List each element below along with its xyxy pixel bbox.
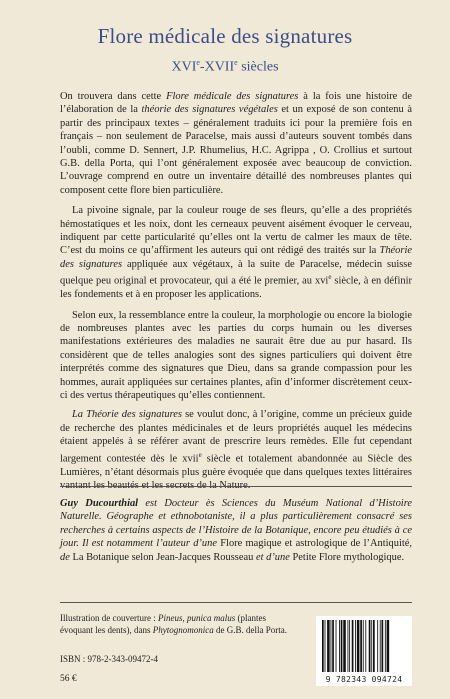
barcode-bar xyxy=(365,620,366,672)
barcode-bar xyxy=(343,620,346,672)
barcode-bar xyxy=(360,620,362,672)
author-bio: Guy Ducourthial est Docteur ès Sciences du Muséum National d’Histoire Naturelle. Géographe et ethnobotaniste, il a plus particulièrement consacré ses recherches à certains aspects de l’Histoire de la Botanique, encore peu étudiés à ce jour. Il est notamment l’auteur d’une Flore magique et astrologique de l’Antiquité, de La Botanique selon Jean-Jacques Rousseau et d’une Petite Flore mythologique. xyxy=(60,498,412,563)
barcode-bar xyxy=(331,620,332,672)
barcode-bar xyxy=(332,620,334,672)
divider-bottom xyxy=(60,602,412,603)
book-title: Flore médicale des signatures xyxy=(97,24,353,48)
isbn-text: ISBN : 978-2-343-09472-4 xyxy=(60,654,158,664)
blurb-paragraph-2: La pivoine signale, par la couleur rouge de ses fleurs, qu’elle a des propriétés hémostatiques et les noix, dont les cerneaux peuvent aisément évoquer le cerveau, indiquent par cette particularité qu’elles ont la vertu de calmer les maux de tête. C’est du moins ce qu’affirment les auteurs qui ont rédigé des traités sur la Théorie des signatures appliquée aux végétaux, à la suite de Paracelse, médecin suisse quelque peu original et provocateur, qui a été le premier, au xvi$^e$ siècle, à en définir les fondements et à en proposer les applications. xyxy=(60,205,412,301)
barcode-bar xyxy=(387,620,390,672)
barcode-bar xyxy=(357,620,360,672)
barcode-bar xyxy=(348,620,349,672)
barcode-bar xyxy=(371,620,372,672)
blurb-paragraph-3: Selon eux, la ressemblance entre la couleur, la morphologie ou encore la biologie de nombreuses plantes avec les parties du corps humain ou les diverses manifestations extérieures des maladies ne saurait être due au pur hasard. Ils considèrent que de telles analogies sont des signes particuliers qui doivent être interprétés comme des signatures que Dieu, dans sa grande compassion pour les hommes, aurait appliquées sur certaines plantes, afin d’informer discrètement ceux-ci des vertus thérapeutiques qu’elles contiennent. xyxy=(60,309,412,402)
barcode-bar xyxy=(380,620,381,672)
barcode-bar xyxy=(336,620,337,672)
barcode-bar xyxy=(373,620,375,672)
barcode-bars xyxy=(322,620,406,672)
blurb-body xyxy=(60,90,412,499)
barcode-bar xyxy=(322,620,324,672)
barcode-bar xyxy=(363,620,364,672)
barcode-bar xyxy=(382,620,384,672)
blurb-paragraph-1: On trouvera dans cette Flore médicale des signatures à la fois une histoire de l’élaboration de la théorie des signatures végétales et un exposé de son contenu à partir des principaux textes – généralement traduits ici pour la première fois en français – non seulement de Paracelse, mais aussi d’auteurs souvent tombés dans l’oubli, comme D. Sennert, J.P. Rhumelius, H.C. Agrippa , O. Crollius et surtout G.B. della Porta, qui l’ont généralement exposée avec beaucoup de conviction. L’ouvrage comprend en outre un inventaire détaillé des nombreuses plantes qui composent cette flore bien particulière. xyxy=(60,91,412,196)
price-text: 56 € xyxy=(60,674,77,684)
barcode-bar xyxy=(341,620,343,672)
barcode-bar xyxy=(352,620,354,672)
blurb-paragraph-4: La Théorie des signatures se voulut donc, à l’origine, comme un précieux guide de recherche des plantes médicinales et de leurs propriétés auquel les médecins étaient appelés à se référer avant de prescrire leurs remèdes. Elle fut cependant largement contestée dès le xvii$^e$ siècle et totalement abandonnée au Siècle des Lumières, n’étant désormais plus guère évoquée que dans quelques textes littéraires vantant les beautés et les secrets de la Nature. xyxy=(60,409,412,491)
barcode-digits: 9 782343 094724 xyxy=(325,675,403,684)
barcode-bar xyxy=(339,620,340,672)
barcode-bar xyxy=(349,620,350,672)
divider-top xyxy=(60,486,412,487)
barcode-bar xyxy=(385,620,386,672)
barcode-bar xyxy=(327,620,330,672)
book-subtitle: XVIe-XVIIe siècles xyxy=(171,58,279,75)
barcode xyxy=(316,616,412,686)
barcode-bar xyxy=(377,620,378,672)
barcode-bar xyxy=(355,620,356,672)
barcode-bar xyxy=(325,620,326,672)
cover-credits: Illustration de couverture : Pineus, punica malus (plantes évoquant les dents), dans Phytognomonica de G.B. della Porta. xyxy=(60,613,287,635)
barcode-bar xyxy=(369,620,371,672)
